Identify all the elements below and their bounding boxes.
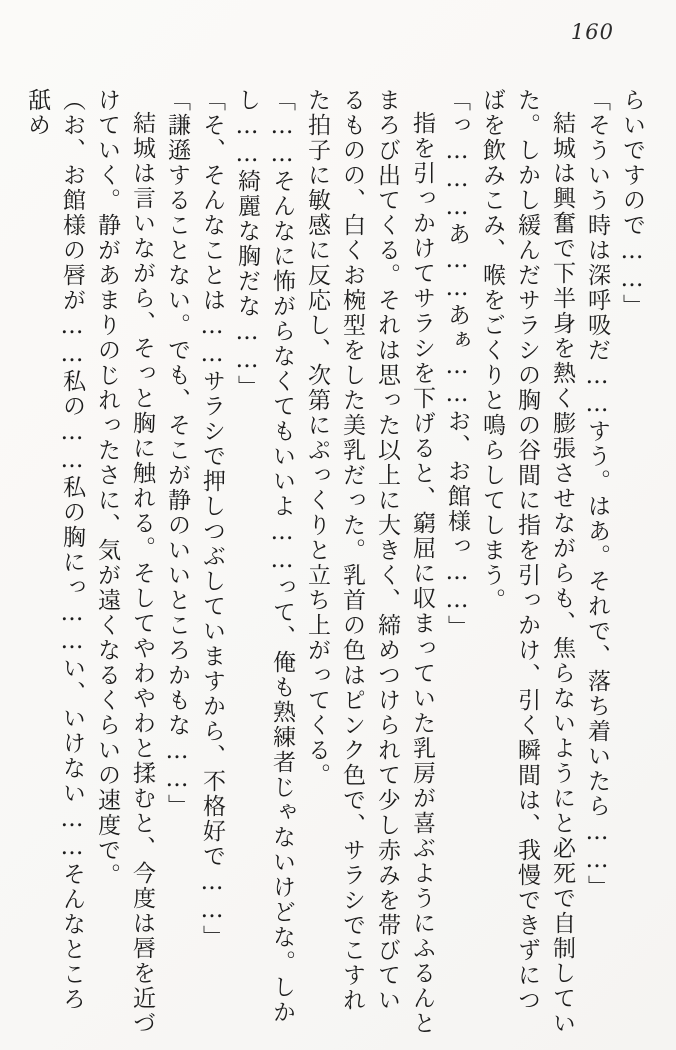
vertical-text-block [19, 88, 649, 1036]
paragraph: 「そ、そんなことは……サラシで押しつぶしていますから、不格好で……」 [199, 88, 225, 950]
paragraph: 結城は言いながら、そっと胸に触れる。そしてやわやわと揉むと、今度は唇を近づけていく。静があまりのじれったさに、気が遠くなるくらいの速度で。 [94, 88, 155, 1036]
paragraph: 「……そんなに怖がらなくてもいいよ……って、俺も熟練者じゃないけどな。しかし……綺麗な胸だな……」 [234, 88, 295, 1025]
paragraph: （お、お館様の唇が……私の……私の胸にっ……い、いけない……そんなところ舐め [24, 88, 85, 1012]
paragraph: 「っ………あ……あぁ……お、お館様っ……」 [444, 88, 470, 640]
paragraph: 結城は興奮で下半身を熱く膨張させながらも、焦らないようにと必死で自制していた。しかし緩んだサラシの胸の谷間に指を引っかけ、引く瞬間は、我慢できずにつばを飲みこみ、喉をごくりと鳴らしてしまう。 [479, 88, 575, 1036]
paragraph: 指を引っかけてサラシを下げると、窮屈に収まっていた乳房が喜ぶようにふるんとまろび出てくる。それは思った以上に大きく、締めつけられて少し赤みを帯びているものの、白くお椀型をした美乳だった。乳首の色はピンク色で、サラシでこすれた拍子に敏感に反応し、次第にぷっくりと立ち上がってくる。 [304, 88, 435, 1036]
paragraph: 「謙遜することない。でも、そこが静のいいところかもな……」 [164, 88, 190, 819]
page-number: 160 [570, 20, 614, 44]
paragraph: らいですので……」 [619, 88, 645, 319]
paragraph: 「そういう時は深呼吸だ……すう。はあ。それで、落ち着いたら……」 [584, 88, 610, 900]
